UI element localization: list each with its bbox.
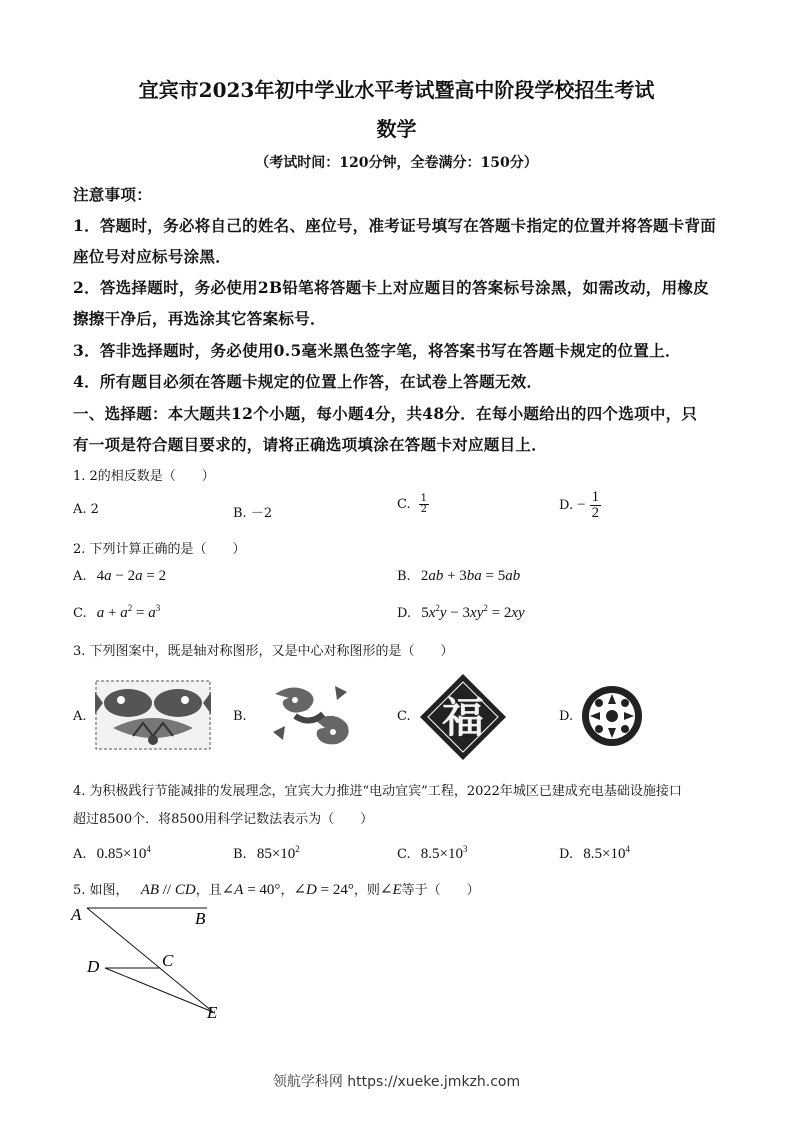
q3-stem: 3. 下列图案中，既是轴对称图形，又是中心对称图形的是（ ） <box>73 644 454 659</box>
q4-c-label: C. <box>397 847 411 862</box>
q2-d-expr: $5x^2y - 3xy^2 = 2xy$ <box>421 603 525 621</box>
note-4: 4．所有题目必须在答题卡规定的位置上作答，在试卷上答题无效． <box>73 372 543 391</box>
note-1-line1: 1．答题时，务必将自己的姓名、座位号，准考证号填写在答题卡指定的位置并将答题卡背面 <box>73 216 717 235</box>
note-2-line1: 2．答选择题时，务必使用2B铅笔将答题卡上对应题目的答案标号涂黑，如需改动，用橡皮 <box>73 278 709 297</box>
q2-option-a <box>73 568 166 585</box>
q5-stem-mid: ， <box>280 883 294 898</box>
q3-c-label: C. <box>397 709 411 724</box>
q5-angle-d-expr: ∠D = 24° <box>293 882 354 898</box>
q1-option-a: A. 2 <box>73 502 99 517</box>
note-2-line2: 擦擦干净后，再选涂其它答案标号． <box>73 309 326 328</box>
q2-stem: 2. 下列计算正确的是（ ） <box>73 542 246 557</box>
q2-a-label: A. <box>73 569 87 584</box>
q5-stem-end: 等于（ ） <box>401 883 480 898</box>
q5-segment-de <box>105 968 213 1012</box>
subject-title: 数学 <box>376 117 417 141</box>
q2-option-c <box>73 603 160 622</box>
q4-option-c <box>397 844 467 863</box>
note-3: 3．答非选择题时，务必使用0.5毫米黑色签字笔，将答案书写在答题卡规定的位置上． <box>73 341 681 360</box>
q1-option-c <box>397 494 429 515</box>
q4-b-label: B. <box>233 847 247 862</box>
q4-d-label: D. <box>559 847 574 862</box>
section-1-line1: 一、选择题：本大题共12个小题，每小题4分，共48分．在每小题给出的四个选项中，只 <box>73 404 698 423</box>
q3-a-label: A. <box>73 709 87 724</box>
q1-d-numerator: 1 <box>591 489 600 505</box>
q1-d-denominator: 2 <box>591 505 600 521</box>
q4-b-expr: $85\times 10^2$ <box>256 844 300 862</box>
exam-title: 宜宾市2023年初中学业水平考试暨高中阶段学校招生考试 <box>138 78 655 102</box>
q1-c-label: C. <box>397 497 411 512</box>
footer-watermark: 领航学科网 https://xueke.jmkzh.com <box>272 1074 521 1090</box>
q4-option-d <box>559 844 630 863</box>
q3-c-fu-diamond <box>418 672 508 762</box>
q1-c-fraction <box>419 494 429 515</box>
q5-point-a: A <box>71 905 82 924</box>
q2-c-label: C. <box>73 606 87 621</box>
exam-info: （考试时间：120分钟，全卷满分：150分） <box>255 155 538 171</box>
q5-parallel-expr: AB // CD <box>140 882 196 898</box>
q5-angle-a-expr: ∠A = 40° <box>221 882 281 898</box>
q5-geometry-figure <box>65 900 235 1030</box>
q3-d-label: D. <box>559 709 574 724</box>
q2-a-expr: 4a − 2a = 2 <box>96 568 167 584</box>
q3-d-round-papercut <box>580 684 644 748</box>
q1-option-d <box>559 490 601 521</box>
note-1-line2: 座位号对应标号涂黑． <box>73 247 232 266</box>
q5-point-c: C <box>162 951 174 970</box>
notes-heading: 注意事项： <box>73 185 153 204</box>
q1-c-denominator: 2 <box>420 504 427 515</box>
q2-c-expr: $a + a^2 = a^3$ <box>96 603 161 621</box>
q4-c-expr: $8.5\times 10^3$ <box>420 844 468 862</box>
q3-b-label: B. <box>233 709 247 724</box>
q3-a-fish-papercut <box>93 678 213 752</box>
q1-c-numerator: 1 <box>420 493 427 504</box>
q5-stem-prefix: 5. 如图， <box>73 883 129 898</box>
q5-stem-cond: ，且 <box>195 883 222 898</box>
q1-d-sign: − <box>577 497 586 513</box>
q4-d-expr: $8.5\times 10^4$ <box>583 844 630 862</box>
q2-b-expr: 2ab + 3ba = 5ab <box>420 568 521 584</box>
q3-b-swirl-papercut <box>265 680 355 752</box>
q4-option-a <box>73 844 151 863</box>
q4-a-expr: $0.85\times 10^4$ <box>96 844 151 862</box>
q4-stem-line2: 超过8500个．将8500用科学记数法表示为（ ） <box>73 812 374 827</box>
q1-d-label: D. <box>559 498 574 513</box>
q4-a-label: A. <box>73 847 87 862</box>
q5-stem-tail: ，则 <box>353 883 380 898</box>
q5-stem <box>73 879 480 899</box>
q3-c-fu-character: 福 <box>441 693 485 742</box>
q4-stem-line1: 4. 为积极践行节能减排的发展理念，宜宾大力推进“电动宜宾”工程，2022年城区已建成充电基础设施接口 <box>73 784 682 799</box>
q2-option-b <box>397 568 520 585</box>
q2-option-d <box>397 603 525 622</box>
q5-point-e: E <box>207 1003 218 1022</box>
q2-d-label: D. <box>397 606 412 621</box>
q5-point-b: B <box>195 909 206 928</box>
q1-d-fraction <box>590 490 602 521</box>
q4-option-b <box>233 844 300 863</box>
q2-b-label: B. <box>397 569 411 584</box>
section-1-line2: 有一项是符合题目要求的，请将正确选项填涂在答题卡对应题目上． <box>73 435 548 454</box>
q1-stem: 1. 2的相反数是（ ） <box>73 469 215 484</box>
q1-option-b: B. －2 <box>233 506 273 521</box>
q5-point-d: D <box>87 957 100 976</box>
q5-angle-e-expr: ∠E <box>379 882 402 898</box>
